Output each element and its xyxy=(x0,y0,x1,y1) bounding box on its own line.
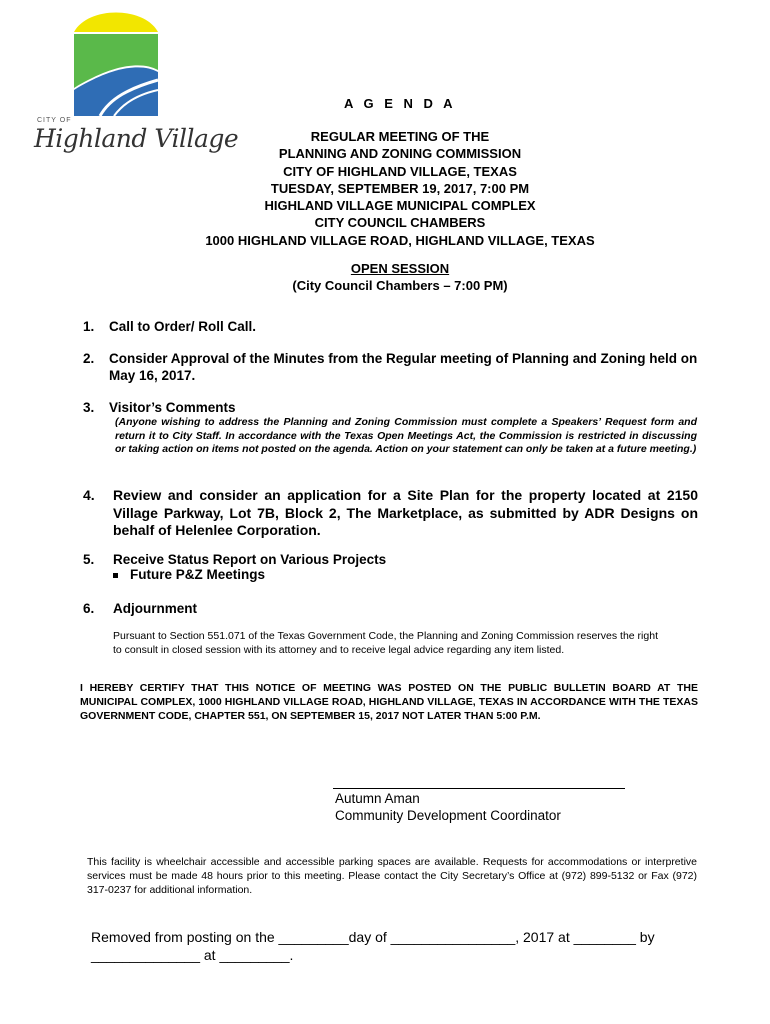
item-text: Receive Status Report on Various Projects xyxy=(113,552,387,567)
item-number: 6. xyxy=(83,601,95,616)
agenda-item-2 xyxy=(83,350,698,384)
header-line: TUESDAY, SEPTEMBER 19, 2017, 7:00 PM xyxy=(270,180,530,196)
meeting-header xyxy=(160,128,640,249)
logo-city-of: CITY OF xyxy=(37,117,72,124)
item-text: Consider Approval of the Minutes from the Regular meeting of Planning and Zoning held on May 16, 2017. xyxy=(109,351,698,383)
item-number: 1. xyxy=(83,319,95,334)
header-line: PLANNING AND ZONING COMMISSION xyxy=(278,146,522,162)
sub-bullet xyxy=(113,567,265,582)
open-session-subtitle: (City Council Chambers – 7:00 PM) xyxy=(292,278,508,293)
open-session xyxy=(160,260,640,294)
signer-title: Community Development Coordinator xyxy=(335,808,561,823)
header-line: CITY COUNCIL CHAMBERS xyxy=(314,215,486,231)
signature-block xyxy=(335,790,561,824)
item-text: Call to Order/ Roll Call. xyxy=(109,319,257,334)
removal-record xyxy=(91,928,691,964)
item-text: Adjournment xyxy=(113,601,197,616)
item-number: 2. xyxy=(83,351,95,366)
agenda-item-3 xyxy=(83,399,698,416)
bullet-text: Future P&Z Meetings xyxy=(130,567,266,582)
removal-line-2: ______________ at _________. xyxy=(91,947,294,963)
visitor-comments-note: (Anyone wishing to address the Planning and Zoning Commission must complete a Speakers’ Request form and return it to City Staff. In accordance with the Texas Open Meetings Act, the Commission is restricted in discussing or taking action on items not posted on the agenda. Action on your statement can only be taken at a future meeting.) xyxy=(115,416,697,455)
item-number: 3. xyxy=(83,400,95,415)
agenda-item-6 xyxy=(83,600,698,617)
accessibility-notice: This facility is wheelchair accessible and accessible parking spaces are available. Requests for accommodations or interpretive services must be made 48 hours prior to this meeting. Please contact the City Secretary’s Office at (972) 899-5132 or Fax (972) 317-0237 for additional information. xyxy=(87,856,697,896)
header-line: REGULAR MEETING OF THE xyxy=(310,129,490,144)
open-session-title: OPEN SESSION xyxy=(350,261,450,276)
header-line: 1000 HIGHLAND VILLAGE ROAD, HIGHLAND VILLAGE, TEXAS xyxy=(205,232,595,248)
square-bullet-icon xyxy=(113,573,118,578)
item-text: Review and consider an application for a Site Plan for the property located at 2150 Village Parkway, Lot 7B, Block 2, The Marketplace, as submitted by ADR Designs on behalf of Helenlee Corporation. xyxy=(113,487,698,538)
logo-city-name: Highland Village xyxy=(34,124,239,153)
agenda-title: A G E N D A xyxy=(344,96,456,111)
logo-graphic-icon xyxy=(70,10,162,118)
header-line: HIGHLAND VILLAGE MUNICIPAL COMPLEX xyxy=(264,198,536,214)
signature-line xyxy=(333,788,625,789)
item-number: 5. xyxy=(83,552,95,567)
signer-name: Autumn Aman xyxy=(335,791,420,806)
agenda-item-1 xyxy=(83,318,698,335)
item-number: 4. xyxy=(83,487,95,503)
agenda-item-4 xyxy=(83,487,698,540)
removal-line-1: Removed from posting on the _________day of ________________, 2017 at ________ by xyxy=(91,929,655,945)
posting-certification: I HEREBY CERTIFY THAT THIS NOTICE OF MEETING WAS POSTED ON THE PUBLIC BULLETIN BOARD AT THE MUNICIPAL COMPLEX, 1000 HIGHLAND VILLAGE ROAD, HIGHLAND VILLAGE, TEXAS IN ACCORDANCE WITH THE TEXAS GOVERNMENT CODE, CHAPTER 551, ON SEPTEMBER 15, 2017 NOT LATER THAN 5:00 P.M. xyxy=(80,682,698,722)
item-text: Visitor’s Comments xyxy=(109,400,236,415)
closed-session-notice: Pursuant to Section 551.071 of the Texas Government Code, the Planning and Zoning Commission reserves the right to consult in closed session with its attorney and to receive legal advice regarding any item listed. xyxy=(113,630,658,656)
header-line: CITY OF HIGHLAND VILLAGE, TEXAS xyxy=(283,163,517,179)
agenda-item-5 xyxy=(83,551,698,568)
